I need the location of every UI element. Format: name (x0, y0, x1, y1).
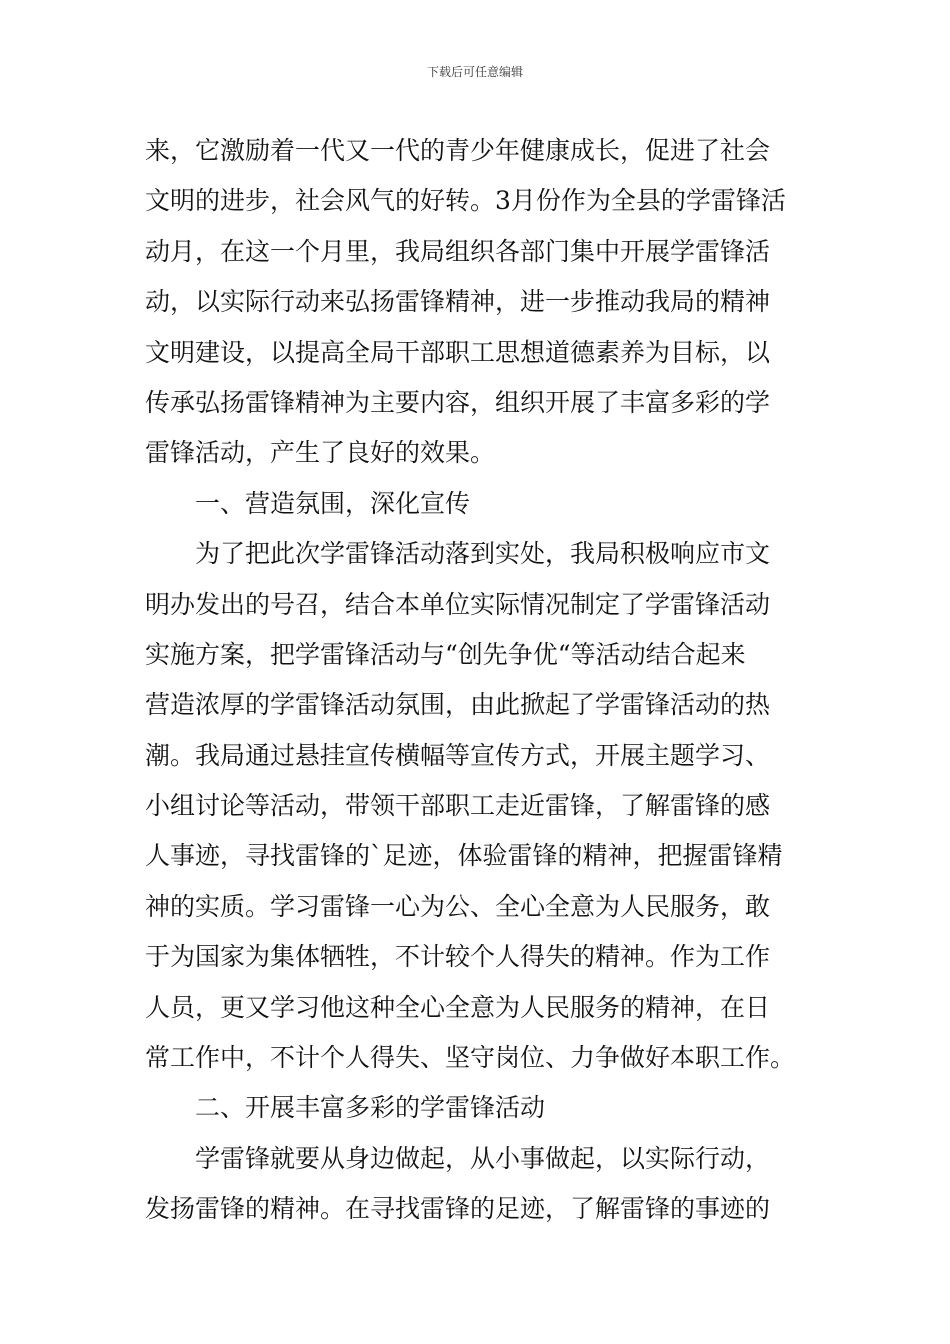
text-line: 动，以实际行动来弘扬雷锋精神，进一步推动我局的精神 (145, 287, 771, 317)
text-line: 小组讨论等活动，带领干部职工走近雷锋，了解雷锋的感 (145, 791, 771, 821)
text-line: 来，它激励着一代又一代的青少年健康成长，促进了社会 (145, 136, 771, 165)
text-line: 明办发出的号召，结合本单位实际情况制定了学雷锋活动 (145, 589, 771, 619)
text-line: 学雷锋就要从身边做起，从小事做起，以实际行动， (195, 1143, 771, 1173)
text-line: 二、开展丰富多彩的学雷锋活动 (195, 1093, 546, 1123)
page-header-note: 下载后可任意编辑 (426, 65, 523, 79)
text-line: 常工作中，不计个人得失、坚守岗位、力争做好本职工作。 (145, 1043, 796, 1073)
text-line: 雷锋活动，产生了良好的效果。 (145, 438, 496, 468)
text-line: 人员，更又学习他这种全心全意为人民服务的精神，在日 (145, 992, 771, 1022)
text-line: 文明建设，以提高全局干部职工思想道德素养为目标，以 (145, 337, 771, 367)
text-line: 于为国家为集体牺牲，不计较个人得失的精神。作为工作 (145, 942, 771, 972)
text-line: 营造浓厚的学雷锋活动氛围，由此掀起了学雷锋活动的热 (145, 690, 771, 720)
text-line: 传承弘扬雷锋精神为主要内容，组织开展了丰富多彩的学 (145, 387, 771, 417)
text-line: 人事迹，寻找雷锋的`足迹，体验雷锋的精神，把握雷锋精 (145, 841, 783, 871)
text-line: 文明的进步，社会风气的好转。3月份作为全县的学雷锋活 (145, 186, 786, 216)
text-line: 实施方案，把学雷锋活动与“创先争优“等活动结合起来 (145, 639, 746, 669)
text-line: 为了把此次学雷锋活动落到实处，我局积极响应市文 (195, 539, 771, 569)
text-line: 一、营造氛围，深化宣传 (195, 488, 471, 518)
document-body (145, 126, 815, 1235)
text-line: 神的实质。学习雷锋一心为公、全心全意为人民服务，敢 (145, 891, 771, 921)
text-line: 潮。我局通过悬挂宣传横幅等宣传方式，开展主题学习、 (145, 740, 771, 770)
text-line: 发扬雷锋的精神。在寻找雷锋的足迹，了解雷锋的事迹的 (145, 1194, 771, 1224)
text-line: 动月，在这一个月里，我局组织各部门集中开展学雷锋活 (145, 236, 771, 266)
